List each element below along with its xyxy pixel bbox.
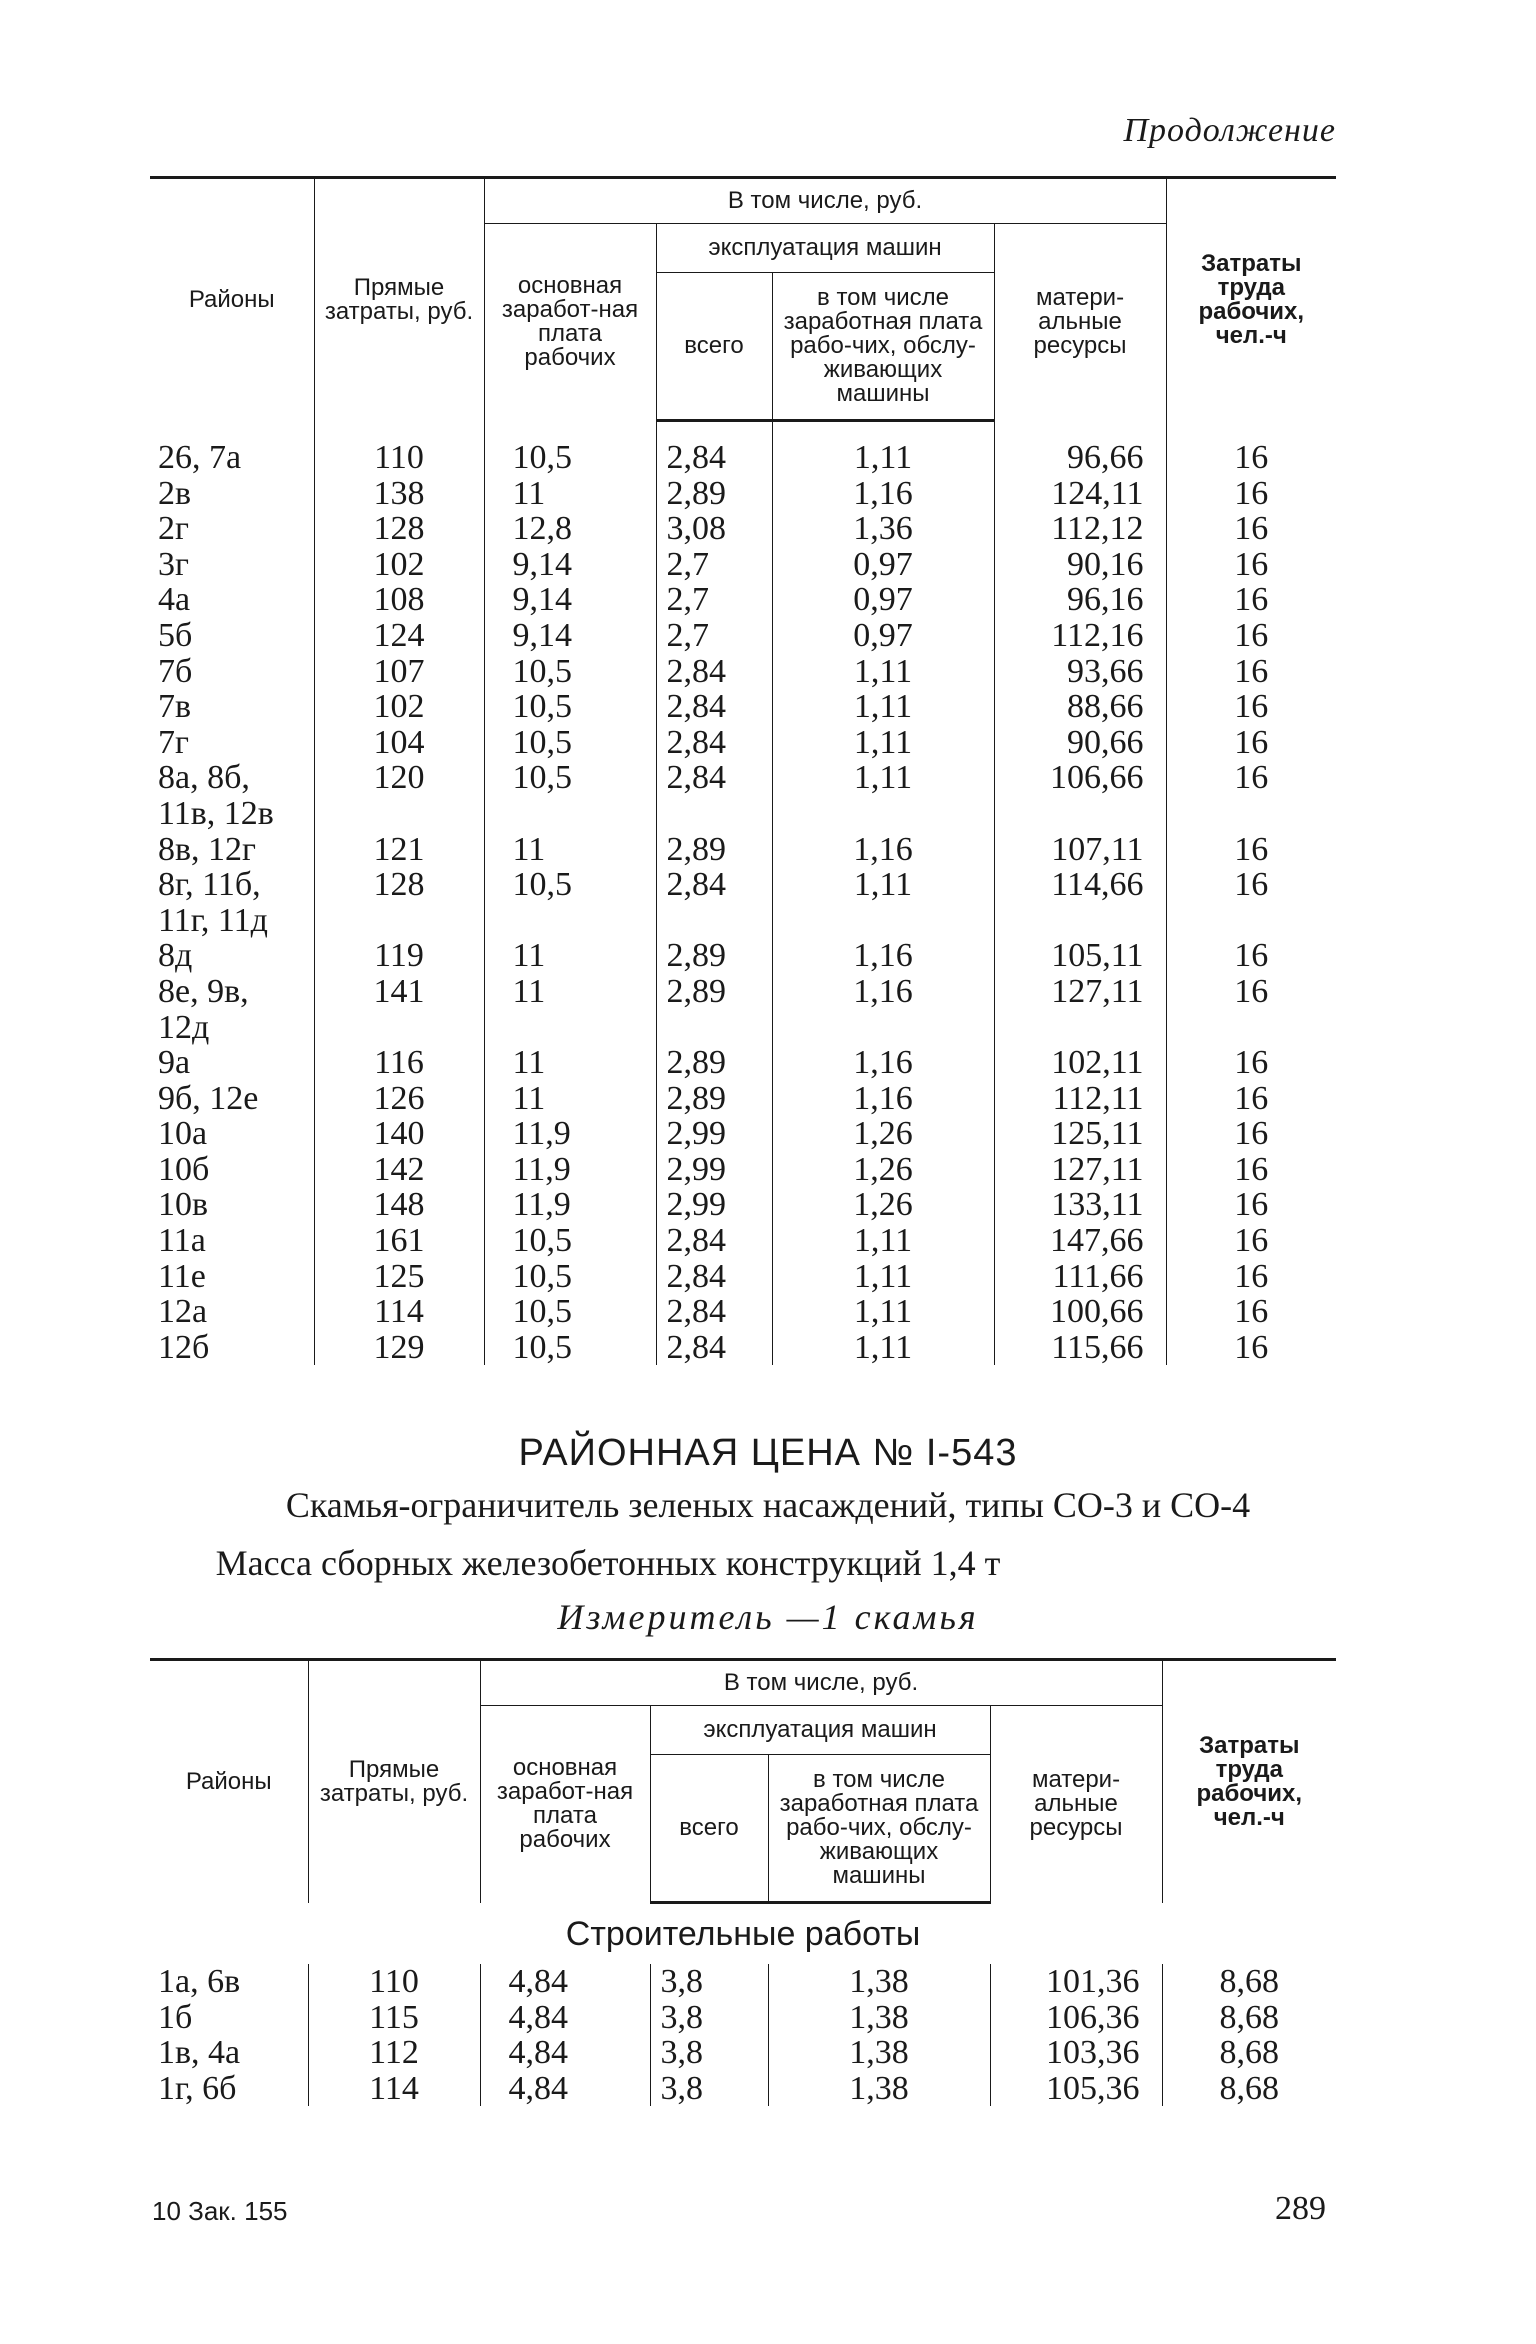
machine-total-cell: 2,99 <box>656 1187 772 1223</box>
materials-cell: 100,66 <box>994 1294 1166 1330</box>
machine-wage-cell: 1,26 <box>772 1116 994 1152</box>
direct-costs-cell: 114 <box>308 2071 480 2107</box>
base-wage-cell: 10,5 <box>484 689 656 725</box>
direct-costs-cell: 110 <box>308 1964 480 2000</box>
direct-costs-cell: 125 <box>314 1259 484 1295</box>
materials-cell: 112,12 <box>994 511 1166 547</box>
materials-cell: 107,11 <box>994 832 1166 868</box>
district-cell: 1а, 6в <box>158 1963 241 2000</box>
materials-cell: 114,66 <box>994 867 1166 903</box>
materials-cell: 93,66 <box>994 654 1166 690</box>
table-row <box>150 618 1336 654</box>
header-labor: Затраты труда рабочих, чел.-ч <box>1162 1660 1336 1903</box>
direct-costs-cell <box>314 903 484 939</box>
labor-cell: 16 <box>1166 974 1336 1010</box>
base-wage-cell: 11,9 <box>484 1116 656 1152</box>
labor-cell: 16 <box>1166 832 1336 868</box>
direct-costs-cell: 115 <box>308 2000 480 2036</box>
machine-wage-cell <box>772 1010 994 1046</box>
section-title: Строительные работы <box>565 1915 921 1953</box>
table-row <box>150 689 1336 725</box>
direct-costs-cell: 102 <box>314 547 484 583</box>
machine-wage-cell: 1,26 <box>772 1187 994 1223</box>
materials-cell: 103,36 <box>990 2035 1162 2071</box>
machine-total-cell: 2,84 <box>656 654 772 690</box>
district-cell: 2в <box>158 474 192 512</box>
header-base-wage: основная заработ-ная плата рабочих <box>484 224 656 421</box>
labor-cell: 16 <box>1166 1081 1336 1117</box>
base-wage-cell: 11 <box>484 938 656 974</box>
direct-costs-cell: 148 <box>314 1187 484 1223</box>
table-row <box>150 511 1336 547</box>
base-wage-cell: 10,5 <box>484 1259 656 1295</box>
table-row <box>150 1964 1336 2000</box>
materials-cell: 112,11 <box>994 1081 1166 1117</box>
materials-cell <box>994 903 1166 939</box>
base-wage-cell <box>484 1010 656 1046</box>
district-cell: 1в, 4а <box>158 2034 241 2072</box>
direct-costs-cell: 102 <box>314 689 484 725</box>
table-row <box>150 1223 1336 1259</box>
direct-costs-cell: 108 <box>314 582 484 618</box>
district-cell: 11г, 11д <box>158 901 268 939</box>
district-cell: 7б <box>158 652 193 690</box>
machine-wage-cell: 1,11 <box>772 689 994 725</box>
machine-total-cell: 2,84 <box>656 760 772 796</box>
machine-total-cell: 2,84 <box>656 1223 772 1259</box>
labor-cell <box>1166 796 1336 832</box>
table-row <box>150 476 1336 512</box>
table-row <box>150 796 1336 832</box>
table-row <box>150 1187 1336 1223</box>
materials-cell <box>994 796 1166 832</box>
labor-cell: 16 <box>1166 1116 1336 1152</box>
machine-total-cell: 2,84 <box>656 1294 772 1330</box>
machine-total-cell: 3,8 <box>650 2000 768 2036</box>
machine-total-cell: 2,7 <box>656 547 772 583</box>
district-cell: 4а <box>158 581 191 619</box>
materials-cell: 101,36 <box>990 1964 1162 2000</box>
direct-costs-cell: 110 <box>314 440 484 476</box>
machine-wage-cell: 1,11 <box>772 440 994 476</box>
district-cell: 1б <box>158 1998 193 2036</box>
labor-cell: 8,68 <box>1162 1964 1336 2000</box>
labor-cell: 16 <box>1166 476 1336 512</box>
machine-total-cell: 2,84 <box>656 867 772 903</box>
machine-total-cell: 2,89 <box>656 1045 772 1081</box>
labor-cell: 8,68 <box>1162 2071 1336 2107</box>
direct-costs-cell: 104 <box>314 725 484 761</box>
subtitle-item: Скамья-ограничитель зеленых насаждений, типы СО-3 и СО-4 <box>285 1485 1251 1525</box>
machine-wage-cell: 1,16 <box>772 832 994 868</box>
labor-cell: 16 <box>1166 938 1336 974</box>
machine-wage-cell: 0,97 <box>772 547 994 583</box>
table-row <box>150 867 1336 903</box>
labor-cell: 16 <box>1166 547 1336 583</box>
direct-costs-cell: 112 <box>308 2035 480 2071</box>
machine-total-cell: 2,84 <box>656 1259 772 1295</box>
district-cell: 8д <box>158 937 193 975</box>
labor-cell: 16 <box>1166 511 1336 547</box>
table-row <box>150 1152 1336 1188</box>
direct-costs-cell: 126 <box>314 1081 484 1117</box>
machine-total-cell: 2,99 <box>656 1116 772 1152</box>
table-row <box>150 2035 1336 2071</box>
district-cell: 8а, 8б, <box>158 759 250 797</box>
direct-costs-cell: 141 <box>314 974 484 1010</box>
direct-costs-cell: 121 <box>314 832 484 868</box>
base-wage-cell: 4,84 <box>480 2035 650 2071</box>
base-wage-cell: 10,5 <box>484 760 656 796</box>
table-row <box>150 1116 1336 1152</box>
materials-cell: 127,11 <box>994 974 1166 1010</box>
district-cell: 12а <box>158 1293 208 1331</box>
base-wage-cell: 10,5 <box>484 1294 656 1330</box>
base-wage-cell: 12,8 <box>484 511 656 547</box>
machine-total-cell: 2,84 <box>656 725 772 761</box>
district-cell: 8г, 11б, <box>158 866 261 904</box>
district-cell: 1г, 6б <box>158 2069 237 2107</box>
table-row <box>150 903 1336 939</box>
base-wage-cell: 10,5 <box>484 867 656 903</box>
base-wage-cell: 11 <box>484 476 656 512</box>
district-cell: 26, 7а <box>158 439 242 476</box>
district-cell: 5б <box>158 616 193 654</box>
direct-costs-cell: 129 <box>314 1330 484 1366</box>
district-cell: 7г <box>158 723 189 761</box>
table-row <box>150 582 1336 618</box>
machine-total-cell: 2,99 <box>656 1152 772 1188</box>
table-row <box>150 974 1336 1010</box>
machine-wage-cell: 1,16 <box>772 476 994 512</box>
base-wage-cell: 9,14 <box>484 618 656 654</box>
direct-costs-cell: 120 <box>314 760 484 796</box>
machine-wage-cell: 1,16 <box>772 1045 994 1081</box>
district-cell: 9а <box>158 1044 191 1082</box>
base-wage-cell: 4,84 <box>480 2000 650 2036</box>
labor-cell: 16 <box>1166 1187 1336 1223</box>
base-wage-cell: 9,14 <box>484 582 656 618</box>
district-cell: 12д <box>158 1008 210 1046</box>
direct-costs-cell: 119 <box>314 938 484 974</box>
labor-cell: 16 <box>1166 867 1336 903</box>
district-cell: 7в <box>158 688 192 726</box>
materials-cell: 124,11 <box>994 476 1166 512</box>
table-row <box>150 2000 1336 2036</box>
direct-costs-cell: 128 <box>314 511 484 547</box>
materials-cell: 111,66 <box>994 1259 1166 1295</box>
district-cell: 8е, 9в, <box>158 972 249 1010</box>
labor-cell: 8,68 <box>1162 2035 1336 2071</box>
machine-total-cell: 2,84 <box>656 440 772 476</box>
machine-wage-cell: 1,11 <box>772 760 994 796</box>
machine-wage-cell: 1,38 <box>768 1964 990 2000</box>
labor-cell: 16 <box>1166 1330 1336 1366</box>
district-cell: 3г <box>158 545 189 583</box>
labor-cell <box>1166 1010 1336 1046</box>
continuation-label: Продолжение <box>1123 112 1336 149</box>
district-cell: 10б <box>158 1150 210 1188</box>
header-machine-total: всего <box>656 273 772 421</box>
machine-wage-cell: 0,97 <box>772 582 994 618</box>
header-including: В том числе, руб. <box>484 178 1166 224</box>
header-direct-costs: Прямые затраты, руб. <box>314 178 484 421</box>
base-wage-cell: 4,84 <box>480 1964 650 2000</box>
labor-cell: 16 <box>1166 725 1336 761</box>
labor-cell: 16 <box>1166 440 1336 476</box>
header-materials: матери-альные ресурсы <box>990 1706 1162 1903</box>
machine-wage-cell: 1,36 <box>772 511 994 547</box>
table-row <box>150 2071 1336 2107</box>
machine-wage-cell: 1,11 <box>772 1294 994 1330</box>
machine-total-cell: 2,7 <box>656 582 772 618</box>
materials-cell: 90,66 <box>994 725 1166 761</box>
machine-total-cell: 2,89 <box>656 476 772 512</box>
labor-cell: 16 <box>1166 1259 1336 1295</box>
table-row <box>150 1294 1336 1330</box>
machine-total-cell <box>656 903 772 939</box>
district-cell: 11е <box>158 1257 206 1295</box>
materials-cell: 115,66 <box>994 1330 1166 1366</box>
materials-cell: 147,66 <box>994 1223 1166 1259</box>
materials-cell: 96,66 <box>994 440 1166 476</box>
labor-cell <box>1166 903 1336 939</box>
machine-wage-cell: 1,11 <box>772 867 994 903</box>
district-cell: 10в <box>158 1186 209 1224</box>
machine-wage-cell: 1,16 <box>772 974 994 1010</box>
machine-total-cell: 2,89 <box>656 974 772 1010</box>
header-districts: Районы <box>150 1660 308 1903</box>
base-wage-cell: 10,5 <box>484 1223 656 1259</box>
labor-cell: 8,68 <box>1162 2000 1336 2036</box>
materials-cell: 105,36 <box>990 2071 1162 2107</box>
base-wage-cell: 11 <box>484 974 656 1010</box>
direct-costs-cell <box>314 796 484 832</box>
machine-total-cell: 2,89 <box>656 832 772 868</box>
table-row <box>150 725 1336 761</box>
table-row <box>150 832 1336 868</box>
labor-cell: 16 <box>1166 689 1336 725</box>
machine-total-cell: 3,8 <box>650 2035 768 2071</box>
header-machine-wage: в том числе заработная плата рабо-чих, обслу-живающих машины <box>768 1755 990 1903</box>
labor-cell: 16 <box>1166 1152 1336 1188</box>
machine-wage-cell: 1,38 <box>768 2071 990 2107</box>
labor-cell: 16 <box>1166 1223 1336 1259</box>
district-cell: 9б, 12е <box>158 1079 259 1117</box>
base-wage-cell: 11 <box>484 1081 656 1117</box>
machine-total-cell: 3,8 <box>650 1964 768 2000</box>
district-cell: 2г <box>158 510 189 548</box>
labor-cell: 16 <box>1166 618 1336 654</box>
machine-wage-cell: 1,11 <box>772 654 994 690</box>
table-row <box>150 1081 1336 1117</box>
machine-wage-cell <box>772 903 994 939</box>
machine-wage-cell: 1,38 <box>768 2035 990 2071</box>
direct-costs-cell: 107 <box>314 654 484 690</box>
materials-cell: 133,11 <box>994 1187 1166 1223</box>
machine-wage-cell: 1,11 <box>772 1223 994 1259</box>
materials-cell: 106,66 <box>994 760 1166 796</box>
base-wage-cell: 10,5 <box>484 725 656 761</box>
direct-costs-cell: 116 <box>314 1045 484 1081</box>
table-row <box>150 1045 1336 1081</box>
materials-cell: 125,11 <box>994 1116 1166 1152</box>
table-row <box>150 1259 1336 1295</box>
page-number: 289 <box>1275 2190 1326 2227</box>
header-districts: Районы <box>150 178 314 421</box>
base-wage-cell: 11,9 <box>484 1187 656 1223</box>
base-wage-cell: 10,5 <box>484 440 656 476</box>
direct-costs-cell: 140 <box>314 1116 484 1152</box>
machine-wage-cell: 1,16 <box>772 938 994 974</box>
base-wage-cell: 10,5 <box>484 1330 656 1366</box>
base-wage-cell: 11 <box>484 832 656 868</box>
prices-table-continued <box>150 176 1336 1365</box>
base-wage-cell <box>484 903 656 939</box>
direct-costs-cell: 138 <box>314 476 484 512</box>
header-machine-operation: эксплуатация машин <box>650 1706 990 1755</box>
base-wage-cell: 10,5 <box>484 654 656 690</box>
labor-cell: 16 <box>1166 1045 1336 1081</box>
header-machine-total: всего <box>650 1755 768 1903</box>
labor-cell: 16 <box>1166 582 1336 618</box>
labor-cell: 16 <box>1166 1294 1336 1330</box>
machine-wage-cell: 0,97 <box>772 618 994 654</box>
measurer: Измеритель —1 скамья <box>557 1597 979 1637</box>
header-machine-operation: эксплуатация машин <box>656 224 994 273</box>
base-wage-cell: 11,9 <box>484 1152 656 1188</box>
machine-total-cell: 2,7 <box>656 618 772 654</box>
labor-cell: 16 <box>1166 654 1336 690</box>
materials-cell <box>994 1010 1166 1046</box>
direct-costs-cell: 128 <box>314 867 484 903</box>
subtitle-mass: Масса сборных железобетонных конструкций 1,4 т <box>215 1543 1001 1583</box>
machine-wage-cell: 1,26 <box>772 1152 994 1188</box>
district-cell: 10а <box>158 1115 208 1153</box>
machine-total-cell: 2,84 <box>656 1330 772 1366</box>
materials-cell: 90,16 <box>994 547 1166 583</box>
table-row <box>150 938 1336 974</box>
prices-table-i543 <box>150 1658 1336 2106</box>
direct-costs-cell: 161 <box>314 1223 484 1259</box>
base-wage-cell <box>484 796 656 832</box>
table-row <box>150 760 1336 796</box>
header-including: В том числе, руб. <box>480 1660 1162 1706</box>
labor-cell: 16 <box>1166 760 1336 796</box>
direct-costs-cell <box>314 1010 484 1046</box>
base-wage-cell: 11 <box>484 1045 656 1081</box>
header-labor: Затраты труда рабочих, чел.-ч <box>1166 178 1336 421</box>
table-row <box>150 547 1336 583</box>
header-materials: матери-альные ресурсы <box>994 224 1166 421</box>
base-wage-cell: 9,14 <box>484 547 656 583</box>
direct-costs-cell: 142 <box>314 1152 484 1188</box>
machine-total-cell: 3,08 <box>656 511 772 547</box>
materials-cell: 105,11 <box>994 938 1166 974</box>
materials-cell: 112,16 <box>994 618 1166 654</box>
district-cell: 11а <box>158 1222 206 1260</box>
machine-total-cell <box>656 796 772 832</box>
machine-total-cell: 2,84 <box>656 689 772 725</box>
materials-cell: 127,11 <box>994 1152 1166 1188</box>
materials-cell: 96,16 <box>994 582 1166 618</box>
machine-total-cell: 3,8 <box>650 2071 768 2107</box>
machine-wage-cell: 1,11 <box>772 1259 994 1295</box>
machine-wage-cell: 1,11 <box>772 725 994 761</box>
machine-total-cell: 2,89 <box>656 1081 772 1117</box>
table-row <box>150 1010 1336 1046</box>
district-cell: 8в, 12г <box>158 830 256 868</box>
header-direct-costs: Прямые затраты, руб. <box>308 1660 480 1903</box>
machine-wage-cell: 1,16 <box>772 1081 994 1117</box>
materials-cell: 88,66 <box>994 689 1166 725</box>
machine-wage-cell: 1,38 <box>768 2000 990 2036</box>
direct-costs-cell: 114 <box>314 1294 484 1330</box>
district-cell: 12б <box>158 1328 210 1366</box>
header-base-wage: основная заработ-ная плата рабочих <box>480 1706 650 1903</box>
base-wage-cell: 4,84 <box>480 2071 650 2107</box>
direct-costs-cell: 124 <box>314 618 484 654</box>
materials-cell: 102,11 <box>994 1045 1166 1081</box>
header-machine-wage: в том числе заработная плата рабо-чих, обслу-живающих машины <box>772 273 994 421</box>
machine-wage-cell: 1,11 <box>772 1330 994 1366</box>
machine-total-cell <box>656 1010 772 1046</box>
materials-cell: 106,36 <box>990 2000 1162 2036</box>
district-cell: 11в, 12в <box>158 794 274 832</box>
machine-wage-cell <box>772 796 994 832</box>
price-title: РАЙОННАЯ ЦЕНА № I-543 <box>518 1432 1018 1474</box>
machine-total-cell: 2,89 <box>656 938 772 974</box>
table-row <box>150 1330 1336 1366</box>
footer-order-number: 10 Зак. 155 <box>152 2196 288 2226</box>
table-row <box>150 654 1336 690</box>
table-row <box>150 440 1336 476</box>
